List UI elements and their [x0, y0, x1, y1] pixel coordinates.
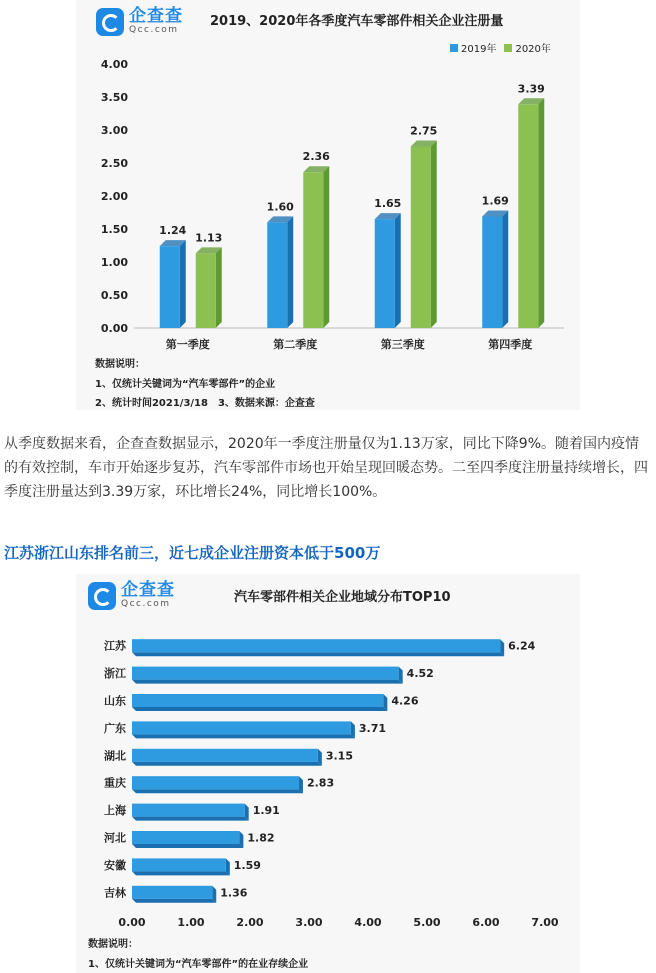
- data-label-3: 3.71: [358, 721, 387, 735]
- bar-2020-q4: [518, 98, 544, 328]
- data-label-2019-q1: 1.24: [159, 224, 187, 238]
- bar-6-front: [132, 804, 245, 817]
- data-label-7: 1.82: [247, 831, 275, 845]
- bar-2020-q2-side: [323, 166, 329, 328]
- y-tick-label-4: 2.00: [100, 190, 128, 203]
- bar-2020-q3-front: [411, 147, 431, 329]
- bar-6: [132, 804, 249, 821]
- chart2-note-heading: 数据说明：: [88, 939, 138, 950]
- bar-0-front: [132, 639, 500, 652]
- data-label-2: 4.26: [391, 694, 419, 708]
- x-tick-label-1: 第二季度: [273, 338, 318, 351]
- bar-3-front: [132, 721, 351, 734]
- bar-9-front: [132, 886, 212, 899]
- region-chart-panel: [76, 574, 580, 973]
- x-tick-label-3: 第四季度: [488, 338, 533, 351]
- data-label-2019-q4: 1.69: [481, 194, 509, 208]
- data-label-2020-q3: 2.75: [410, 124, 438, 138]
- y-tick-label-5: 重庆: [104, 776, 126, 790]
- y-tick-label-7: 河北: [104, 831, 126, 845]
- y-tick-label-1: 浙江: [104, 667, 126, 681]
- bar-4: [132, 749, 322, 766]
- data-label-4: 3.15: [325, 749, 353, 763]
- bar-2019-q4-side: [502, 210, 508, 328]
- bar-9-bottom: [132, 899, 216, 903]
- bar-4-front: [132, 749, 318, 762]
- bar-7-front: [132, 831, 239, 844]
- bar-0-bottom: [132, 652, 504, 656]
- logo-text-en-2: Qcc.com: [121, 599, 171, 610]
- bar-0: [132, 639, 504, 656]
- bar-2019-q1-side: [180, 240, 186, 328]
- region-bar-chart: [76, 574, 580, 973]
- y-tick-label-9: 吉林: [104, 886, 126, 900]
- section-heading: 江苏浙江山东排名前三，近七成企业注册资本低于500万: [4, 544, 381, 562]
- data-label-2020-q1: 1.13: [195, 231, 223, 245]
- bar-5: [132, 776, 303, 793]
- data-label-2019-q2: 1.60: [266, 200, 294, 214]
- bar-6-bottom: [132, 817, 249, 821]
- x-tick-label-1: 1.00: [177, 916, 205, 929]
- bar-5-front: [132, 776, 299, 789]
- bar-2019-q1-front: [160, 246, 180, 328]
- data-label-5: 2.83: [306, 776, 335, 790]
- bar-3: [132, 721, 355, 738]
- y-tick-label-6: 3.00: [100, 124, 128, 137]
- bar-7-bottom: [132, 844, 243, 848]
- x-tick-label-2: 第三季度: [380, 338, 425, 351]
- data-label-2020-q2: 2.36: [302, 150, 330, 164]
- x-tick-label-2: 2.00: [236, 916, 264, 929]
- bar-2019-q1: [160, 240, 186, 328]
- y-tick-label-8: 4.00: [100, 58, 128, 71]
- bar-8: [132, 858, 230, 875]
- chart-note-2: 2、统计时间2021/3/18 3、数据来源：企查查: [95, 398, 315, 409]
- legend-label-2019: 2019年: [461, 44, 497, 55]
- bar-1: [132, 667, 403, 684]
- bar-2: [132, 694, 387, 711]
- x-tick-label-4: 4.00: [354, 916, 382, 929]
- bar-2-front: [132, 694, 383, 707]
- bar-1-bottom: [132, 680, 403, 684]
- bar-2020-q1-front: [196, 253, 216, 328]
- y-tick-label-0: 江苏: [104, 639, 126, 653]
- y-tick-label-0: 0.00: [100, 322, 128, 335]
- y-tick-label-2: 山东: [104, 694, 126, 708]
- y-tick-label-3: 广东: [104, 721, 126, 735]
- x-tick-label-5: 5.00: [413, 916, 441, 929]
- chart2-note-1: 1、仅统计关键词为“汽车零部件”的在业存续企业: [88, 959, 309, 970]
- data-label-8: 1.59: [233, 858, 261, 872]
- bar-2019-q2-front: [267, 222, 287, 328]
- bar-2019-q3: [375, 213, 401, 328]
- y-tick-label-2: 1.00: [100, 256, 128, 269]
- x-tick-label-0: 第一季度: [165, 338, 210, 351]
- y-tick-label-8: 安徽: [104, 858, 126, 872]
- y-tick-label-4: 湖北: [104, 749, 126, 763]
- chart-title-2: 汽车零部件相关企业地域分布TOP10: [234, 590, 451, 605]
- logo-text-en: Qcc.com: [129, 25, 179, 36]
- bar-2019-q4-front: [482, 216, 502, 328]
- bar-2019-q2-side: [287, 216, 293, 328]
- y-tick-label-3: 1.50: [100, 223, 128, 236]
- bar-2020-q2: [303, 166, 329, 328]
- bar-2020-q1: [196, 247, 222, 328]
- quarterly-chart-panel: [76, 0, 580, 410]
- data-label-1: 4.52: [406, 667, 434, 681]
- bar-3-bottom: [132, 734, 355, 738]
- bar-2020-q3: [411, 141, 437, 329]
- bar-2019-q2: [267, 216, 293, 328]
- chart-title: 2019、2020年各季度汽车零部件相关企业注册量: [210, 14, 504, 29]
- bar-2020-q2-front: [303, 172, 323, 328]
- bar-9: [132, 886, 216, 903]
- logo-text-cn: 企查查: [129, 6, 183, 27]
- data-label-2020-q4: 3.39: [517, 82, 545, 96]
- bar-2-bottom: [132, 707, 387, 711]
- bar-8-bottom: [132, 871, 230, 875]
- analysis-paragraph: 从季度数据来看，企查查数据显示，2020年一季度注册量仅为1.13万家，同比下降9%。随着国内疫情的有效控制，车市开始逐步复苏，汽车零部件市场也开始呈现回暖态势。二至四季度注册量持续增长，四季度注册量达到3.39万家，环比增长24%，同比增长100%。: [4, 436, 648, 500]
- bar-2020-q1-side: [216, 247, 222, 328]
- logo-text-cn-2: 企查查: [121, 580, 175, 601]
- x-tick-label-6: 6.00: [472, 916, 500, 929]
- bar-2019-q3-side: [395, 213, 401, 328]
- x-tick-label-3: 3.00: [295, 916, 323, 929]
- data-label-2019-q3: 1.65: [374, 197, 402, 211]
- bar-5-bottom: [132, 789, 303, 793]
- bar-2020-q4-front: [518, 104, 538, 328]
- y-tick-label-5: 2.50: [100, 157, 128, 170]
- data-label-9: 1.36: [220, 886, 248, 900]
- bar-1-front: [132, 667, 399, 680]
- data-label-6: 1.91: [252, 804, 280, 818]
- bar-8-front: [132, 858, 226, 871]
- bar-2020-q3-side: [431, 141, 437, 329]
- data-label-0: 6.24: [508, 639, 536, 653]
- y-tick-label-7: 3.50: [100, 91, 128, 104]
- y-tick-label-1: 0.50: [100, 289, 128, 302]
- chart-note-heading: 数据说明：: [95, 359, 145, 370]
- bar-7: [132, 831, 243, 848]
- x-tick-label-7: 7.00: [531, 916, 559, 929]
- x-tick-label-0: 0.00: [118, 916, 146, 929]
- y-tick-label-6: 上海: [104, 804, 126, 818]
- chart-note-1: 1、仅统计关键词为“汽车零部件”的企业: [95, 379, 276, 390]
- bar-2019-q3-front: [375, 219, 395, 328]
- bar-2019-q4: [482, 210, 508, 328]
- legend-label-2020: 2020年: [515, 44, 551, 55]
- bar-2020-q4-side: [538, 98, 544, 328]
- bar-4-bottom: [132, 762, 322, 766]
- quarterly-bar-chart: [76, 0, 580, 410]
